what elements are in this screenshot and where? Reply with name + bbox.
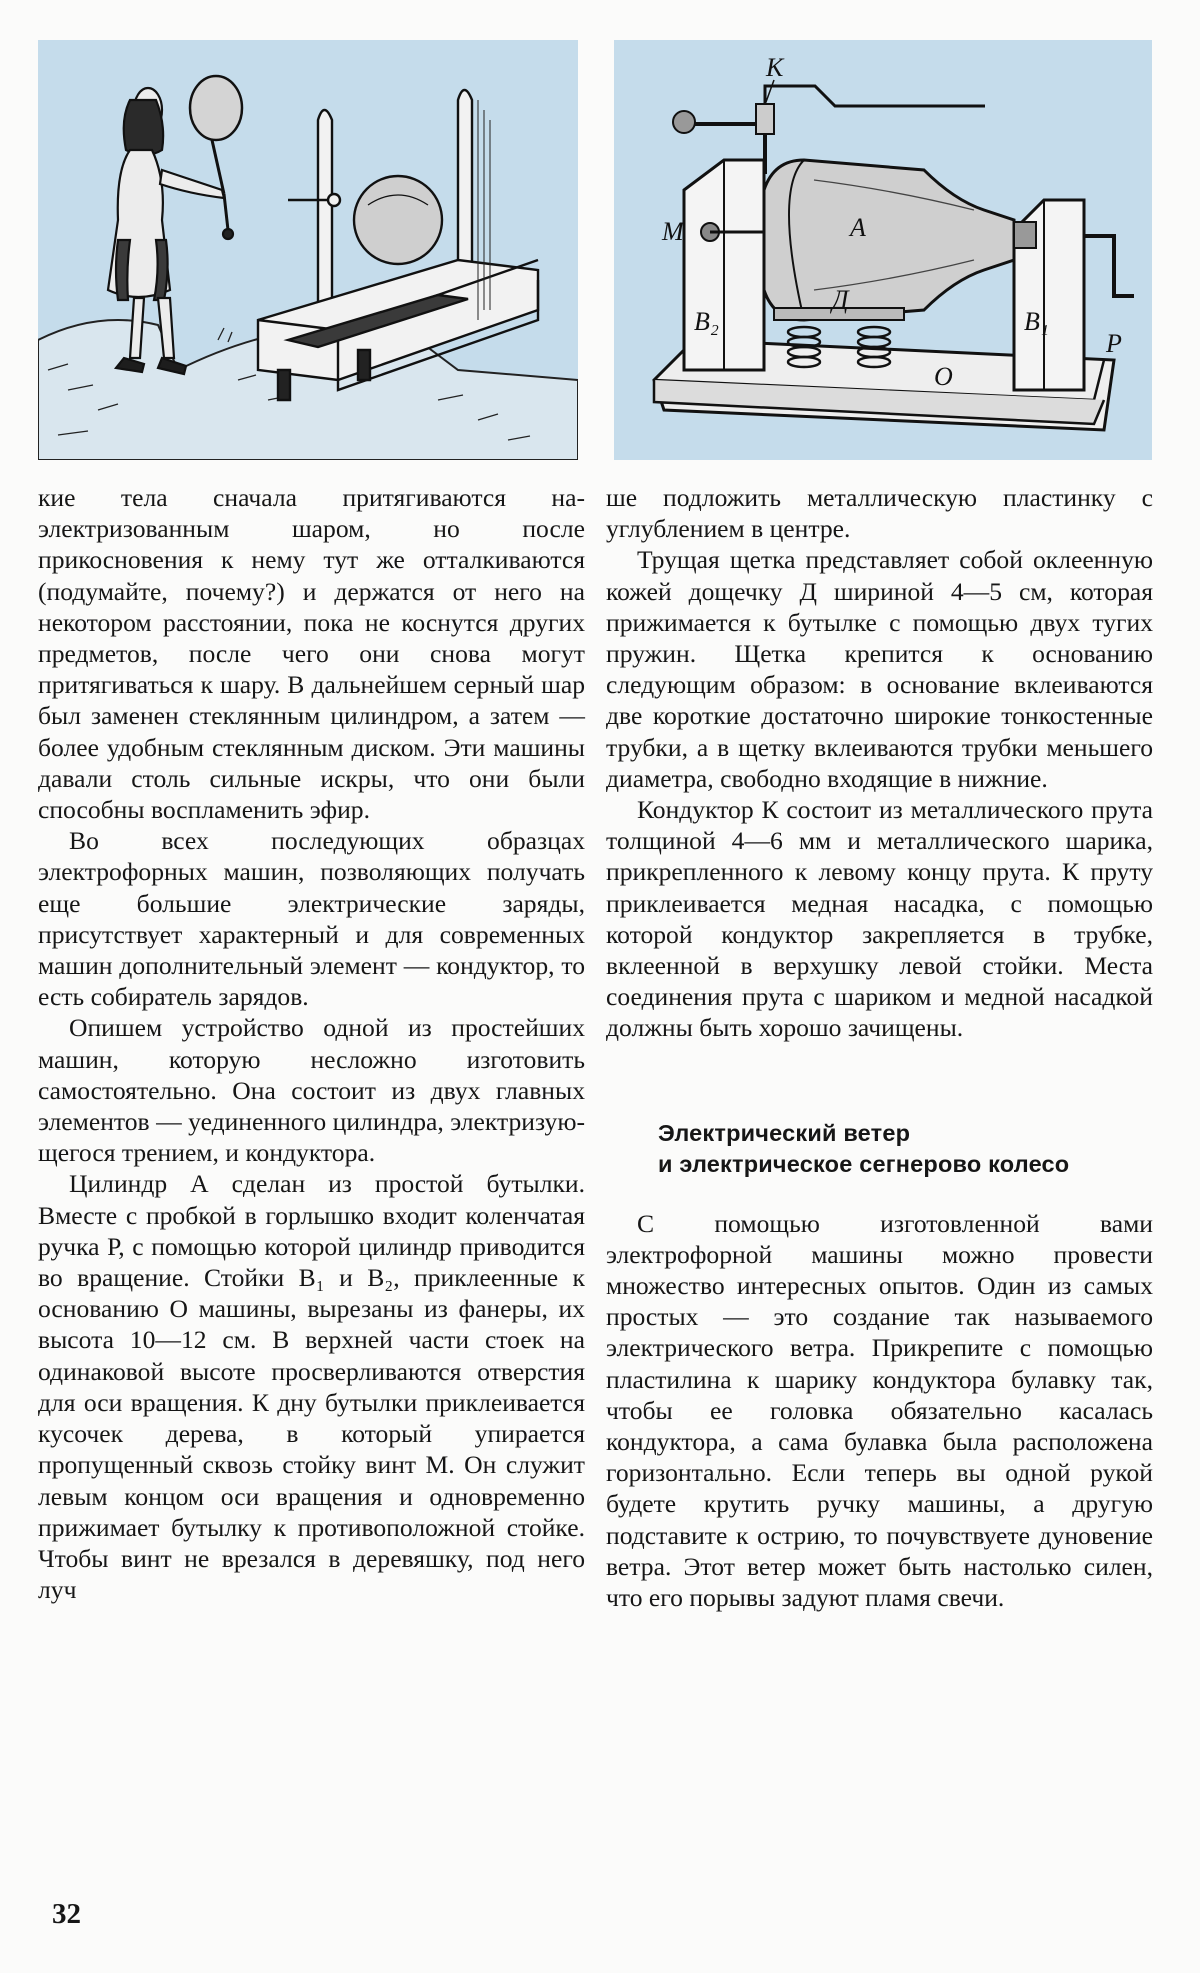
engraving-figure (38, 40, 578, 460)
paragraph: Цилиндр А сделан из простой бутылки. Вместе с пробкой в горлышко входит коленчатая ручка Р, с помощью которой цилиндр приводится во вращение. Стойки B₁ и B₂, приклеенные к основанию О машины, вырезаны из фанеры, их высота 10—12 см. В верхней части стоек на одинаковой высоте просверливаются отверстия для оси вращения. К дну бутылки приклеивается кусочек дерева, в который упирается пропущенный сквозь стойку винт М. Он служит левым концом оси вращения и одновременно прижимает бутылку к противоположной стойке. Чтобы винт не врезался в деревяшку, под него луч (38, 1169, 585, 1605)
section-heading-line-2: и электрическое сегнерово колесо (658, 1150, 1070, 1177)
page-number: 32 (52, 1898, 81, 1930)
section-heading-line-1: Электрический ветер (658, 1119, 911, 1146)
paragraph: Трущая щетка представляет собой оклеенную кожей дощечку Д шириной 4—5 см, которая прижимается к бутылке с помощью двух тугих пружин. Щетка крепится к основанию следующим образом: в основание вклеиваются две короткие достаточно широкие тонкостенные трубки, а в щетку вклеиваются трубки меньшего диаметра, свободно входящие в нижние. (606, 545, 1153, 793)
illustration-guericke-machine (38, 40, 578, 460)
machine-diagram (614, 40, 1152, 460)
paragraph: ше подложить металлическую пластинку с углублением в центре. (606, 483, 1153, 544)
label-b2: B₂ (694, 307, 719, 336)
label-k: К (766, 53, 784, 82)
illustration-electrostatic-machine (614, 40, 1152, 460)
section-heading (606, 1118, 1153, 1180)
paragraph: Во всех последующих образцах электрофорных машин, позволяющих получать еще большие электрические заряды, присутствует характерный и для современных машин дополнительный элемент — кондуктор, то есть собиратель зарядов. (38, 826, 585, 1012)
label-b1: B₁ (1024, 307, 1049, 336)
paragraph: Опишем устройство одной из простейших машин, которую несложно изготовить самостоятельно. Она состоит из двух главных элементов — уединенного цилиндра, электризующегося трением, и кондуктора. (38, 1013, 585, 1168)
left-text-column (38, 482, 585, 1605)
label-p: P (1106, 329, 1122, 358)
paragraph: кие тела сначала притягиваются наэлектризованным шаром, но после прикосновения к нему тут же отталкиваются (подумайте, почему?) и держатся от него на некотором расстоянии, пока не коснутся других предметов, после чего они снова могут притягиваться к шару. В дальнейшем серный шар был заменен стеклянным цилиндром, а затем — более удобным стеклянным диском. Эти машины давали столь сильные искры, что они были способны воспламенить эфир. (38, 483, 585, 825)
label-m: М (662, 217, 684, 246)
label-a: А (850, 213, 866, 242)
label-o: О (934, 362, 953, 391)
paragraph: Кондуктор К состоит из металлического прута толщиной 4—6 мм и металлического шарика, прикрепленного к левому концу прута. К пруту приклеивается медная насадка, с помощью которой кондуктор закрепляется в трубке, вклеенной в верхушку левой стойки. Места соединения прута с шариком и медной насадкой должны быть хорошо зачищены. (606, 795, 1153, 1043)
label-d: Д (832, 285, 849, 314)
right-text-column (606, 482, 1153, 1613)
paragraph: С помощью изготовленной вами электрофорной машины можно провести множество интересных опытов. Один из самых простых — это создание так называемого электрического ветра. Прикрепите с помощью пластилина к шарику кондуктора булавку так, чтобы ее головка обязательно касалась кондуктора, а сама булавка была расположена горизонтально. Если теперь вы одной рукой будете крутить ручку машины, а другую подставите к острию, то почувствуете дуновение ветра. Этот ветер может быть настолько силен, что его порывы задуют пламя свечи. (606, 1208, 1153, 1613)
